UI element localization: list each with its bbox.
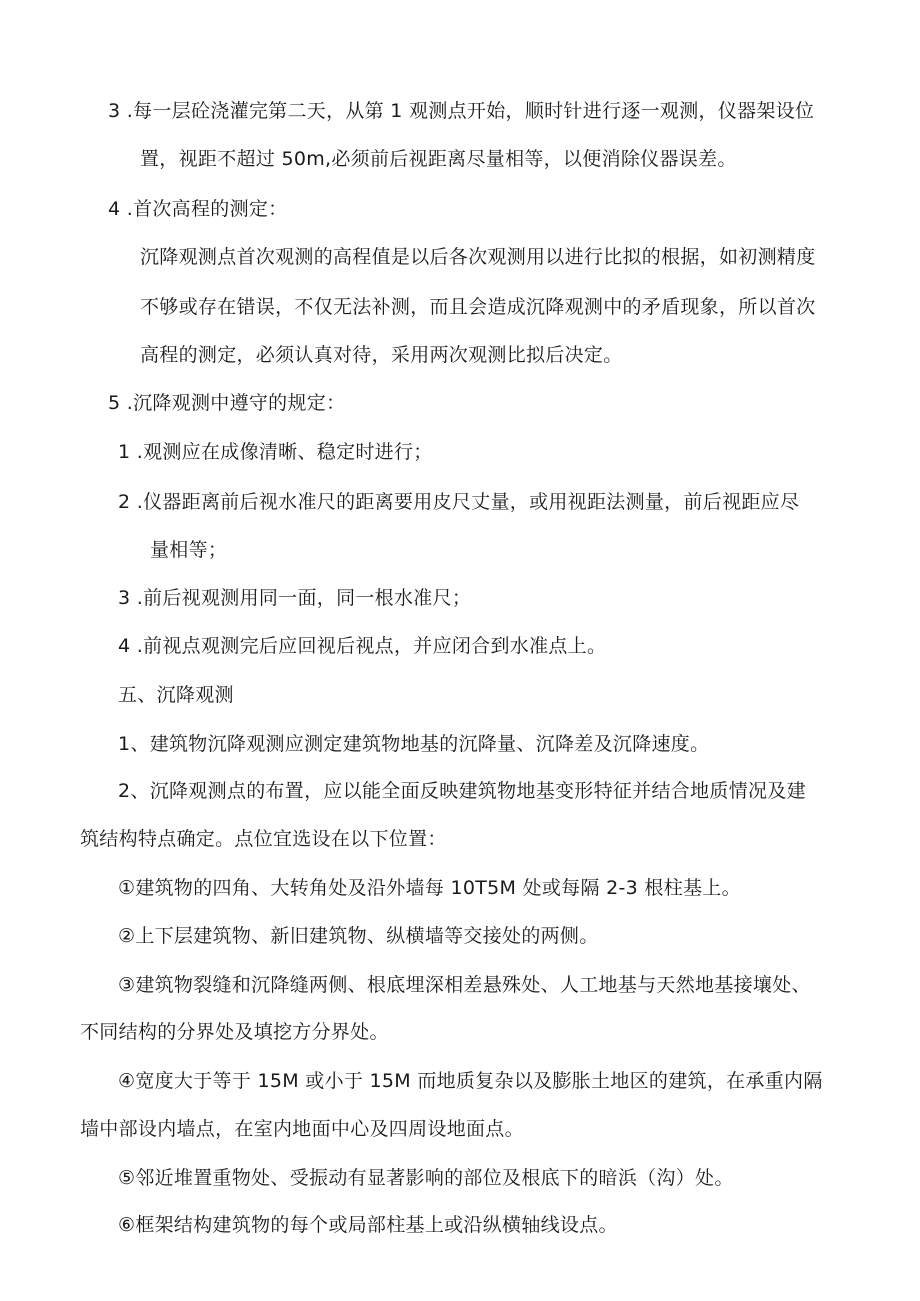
item-5-heading: 5 .沉降观测中遵守的规定： — [108, 392, 346, 414]
rule-1: 1 .观测应在成像清晰、稳定时进行； — [118, 441, 433, 463]
location-1: ①建筑物的四角、大转角处及沿外墙每 10T5M 处或每隔 2-3 根柱基上。 — [118, 877, 741, 899]
rule-2-line-1: 2 .仪器距离前后视水准尺的距离要用皮尺丈量，或用视距法测量，前后视距应尽 — [118, 491, 800, 513]
item-4-para-line-1: 沉降观测点首次观测的高程值是以后各次观测用以进行比拟的根据，如初测精度 — [140, 246, 816, 268]
location-3-line-1: ③建筑物裂缝和沉降缝两侧、根底埋深相差悬殊处、人工地基与天然地基接壤处、 — [118, 974, 811, 996]
item-4-para-line-2: 不够或存在错误，不仅无法补测，而且会造成沉降观测中的矛盾现象，所以首次 — [140, 296, 816, 318]
location-4-line-1: ④宽度大于等于 15M 或小于 15M 而地质复杂以及膨胀土地区的建筑，在承重内隔 — [118, 1070, 823, 1092]
rule-2-line-2: 量相等； — [150, 539, 228, 561]
item-4-heading: 4 .首次高程的测定： — [108, 198, 288, 220]
location-4-line-2: 墙中部设内墙点，在室内地面中心及四周设地面点。 — [80, 1118, 524, 1140]
section-5-heading: 五、沉降观测 — [118, 684, 234, 706]
location-2: ②上下层建筑物、新旧建筑物、纵横墙等交接处的两侧。 — [118, 925, 599, 947]
location-3-line-2: 不同结构的分界处及填挖方分界处。 — [80, 1021, 389, 1043]
item-3-line-1: 3 .每一层砼浇灌完第二天，从第 1 观测点开始，顺时针进行逐一观测，仪器架设位 — [108, 100, 815, 122]
location-5: ⑤邻近堆置重物处、受振动有显著影响的部位及根底下的暗浜（沟）处。 — [118, 1167, 734, 1189]
location-6: ⑥框架结构建筑物的每个或局部柱基上或沿纵横轴线设点。 — [118, 1214, 618, 1236]
rule-3: 3 .前后视观测用同一面，同一根水准尺； — [118, 587, 472, 609]
section-5-item-2-line-2: 筑结构特点确定。点位宜选设在以下位置： — [80, 828, 447, 850]
item-4-para-line-3: 高程的测定，必须认真对待，采用两次观测比拟后决定。 — [140, 344, 623, 366]
rule-4: 4 .前视点观测完后应回视后视点，并应闭合到水准点上。 — [118, 635, 607, 657]
section-5-item-1: 1、建筑物沉降观测应测定建筑物地基的沉降量、沉降差及沉降速度。 — [118, 733, 710, 755]
item-3-line-2: 置，视距不超过 50m,必须前后视距离尽量相等，以便消除仪器误差。 — [140, 148, 737, 170]
section-5-item-2-line-1: 2、沉降观测点的布置，应以能全面反映建筑物地基变形特征并结合地质情况及建 — [118, 780, 806, 802]
